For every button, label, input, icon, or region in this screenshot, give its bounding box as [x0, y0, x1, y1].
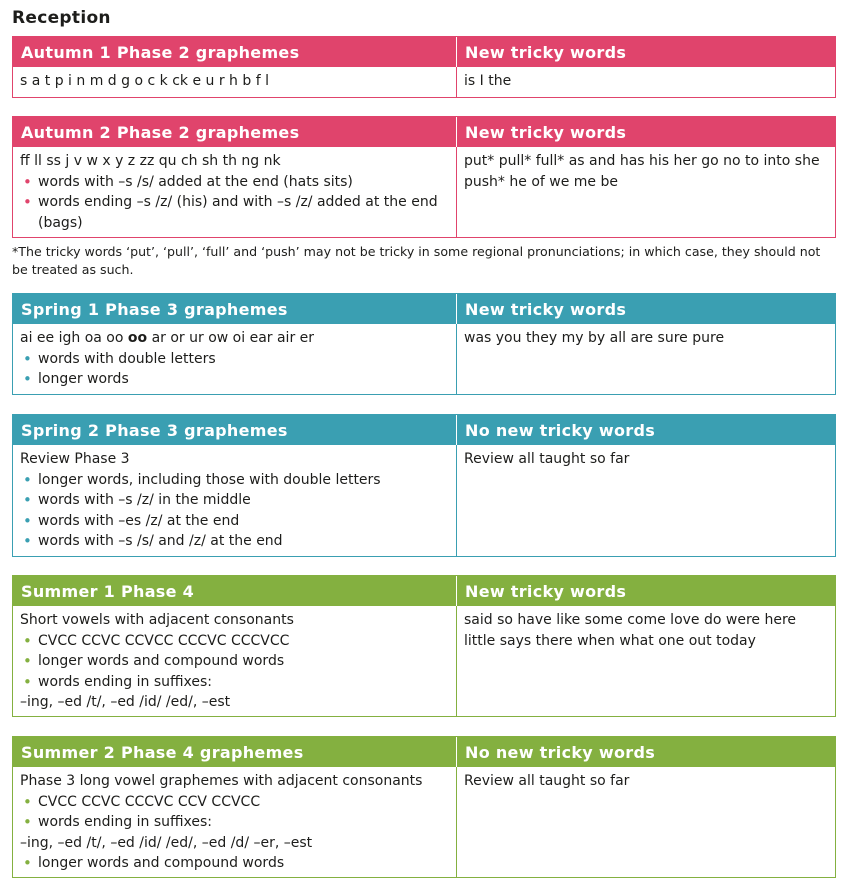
spring-2-table	[12, 414, 836, 557]
graphemes-text: Phase 3 long vowel graphemes with adjacent consonants	[20, 773, 423, 789]
table-body	[13, 147, 835, 237]
bullet-list	[20, 470, 449, 552]
bold-grapheme: oo	[127, 330, 148, 346]
bullet-list	[20, 631, 449, 693]
tricky-words-cell: Review all taught so far	[464, 773, 630, 789]
graphemes-cell	[13, 767, 457, 877]
tricky-words-cell: is I the	[464, 73, 512, 89]
graphemes-cell	[13, 324, 457, 394]
list-item	[20, 672, 449, 693]
graphemes-text-end: ar or ur ow oi ear air er	[147, 330, 315, 346]
graphemes-text	[20, 328, 449, 349]
list-item: • words with –es /z/ at the end	[20, 511, 449, 532]
list-item: • words ending in suffixes:	[20, 812, 449, 833]
list-item: • longer words, including those with double letters	[20, 470, 449, 491]
graphemes-heading: Autumn 2 Phase 2 graphemes	[13, 117, 457, 147]
graphemes-heading: Summer 2 Phase 4 graphemes	[13, 737, 457, 767]
table-body	[13, 324, 835, 394]
spring-1-table	[12, 293, 836, 395]
graphemes-text: s a t p i n m d g o c k ck e u r h b f l	[20, 73, 269, 89]
page-title: Reception	[12, 8, 111, 28]
table-header	[13, 37, 835, 67]
graphemes-heading: Autumn 1 Phase 2 graphemes	[13, 37, 457, 67]
tricky-words-heading: New tricky words	[465, 299, 627, 319]
autumn-2-table	[12, 116, 836, 238]
list-item: • words with –s /s/ and /z/ at the end	[20, 531, 449, 552]
graphemes-text: ff ll ss j v w x y z zz qu ch sh th ng nk	[20, 153, 281, 169]
list-item: • longer words	[20, 369, 449, 390]
table-header	[13, 415, 835, 445]
graphemes-text: Short vowels with adjacent consonants	[20, 612, 294, 628]
table-body	[13, 606, 835, 716]
table-header	[13, 576, 835, 606]
list-item: • CVCC CCVC CCCVC CCV CCVCC	[20, 792, 449, 813]
list-item: • CVCC CCVC CCVCC CCCVC CCCVCC	[20, 631, 449, 652]
footnote: *The tricky words ‘put’, ‘pull’, ‘full’ and ‘push’ may not be tricky in some regional pronunciations; in which case, they should not be treated as such.	[12, 244, 821, 277]
table-body	[13, 67, 835, 97]
table-header	[13, 294, 835, 324]
list-item: • words with –s /s/ added at the end (hats sits)	[20, 172, 449, 193]
graphemes-text-start: ai ee igh oa oo	[20, 330, 128, 346]
list-item: • words ending –s /z/ (his) and with –s /z/ added at the end (bags)	[20, 192, 449, 233]
bullet-list	[20, 792, 449, 833]
graphemes-heading: Summer 1 Phase 4	[13, 576, 457, 606]
autumn-1-table	[12, 36, 836, 98]
tricky-words-heading: New tricky words	[465, 42, 627, 62]
tricky-words-cell: said so have like some come love do were here little says there when what one out today	[464, 612, 797, 649]
bullet-list	[20, 349, 449, 390]
table-body	[13, 445, 835, 556]
list-item: • longer words and compound words	[20, 853, 449, 874]
tricky-words-cell: Review all taught so far	[464, 451, 630, 467]
suffix-list: –ing, –ed /t/, –ed /id/ /ed/, –est	[20, 694, 231, 710]
summer-1-table	[12, 575, 836, 717]
bullet-list	[20, 172, 449, 234]
table-body	[13, 767, 835, 877]
graphemes-heading: Spring 2 Phase 3 graphemes	[13, 415, 457, 445]
graphemes-heading: Spring 1 Phase 3 graphemes	[13, 294, 457, 324]
tricky-words-heading: New tricky words	[465, 581, 627, 601]
tricky-words-cell: was you they my by all are sure pure	[464, 330, 725, 346]
bullet-list	[20, 853, 449, 874]
graphemes-cell	[13, 606, 457, 716]
table-header	[13, 737, 835, 767]
summer-2-table	[12, 736, 836, 878]
list-item: • longer words and compound words	[20, 651, 449, 672]
graphemes-text: Review Phase 3	[20, 451, 130, 467]
tricky-words-cell: put* pull* full* as and has his her go no to into she push* he of we me be	[464, 153, 820, 190]
suffix-list: –ing, –ed /t/, –ed /id/ /ed/, –ed /d/ –er, –est	[20, 834, 313, 851]
graphemes-cell	[13, 147, 457, 237]
list-item: • words with –s /z/ in the middle	[20, 490, 449, 511]
tricky-words-heading: No new tricky words	[465, 420, 656, 440]
tricky-words-heading: New tricky words	[465, 122, 627, 142]
graphemes-cell	[13, 67, 457, 97]
graphemes-cell	[13, 445, 457, 556]
list-item-text: words ending in suffixes:	[38, 673, 213, 690]
tricky-words-heading: No new tricky words	[465, 742, 656, 762]
table-header	[13, 117, 835, 147]
list-item: • words with double letters	[20, 349, 449, 370]
